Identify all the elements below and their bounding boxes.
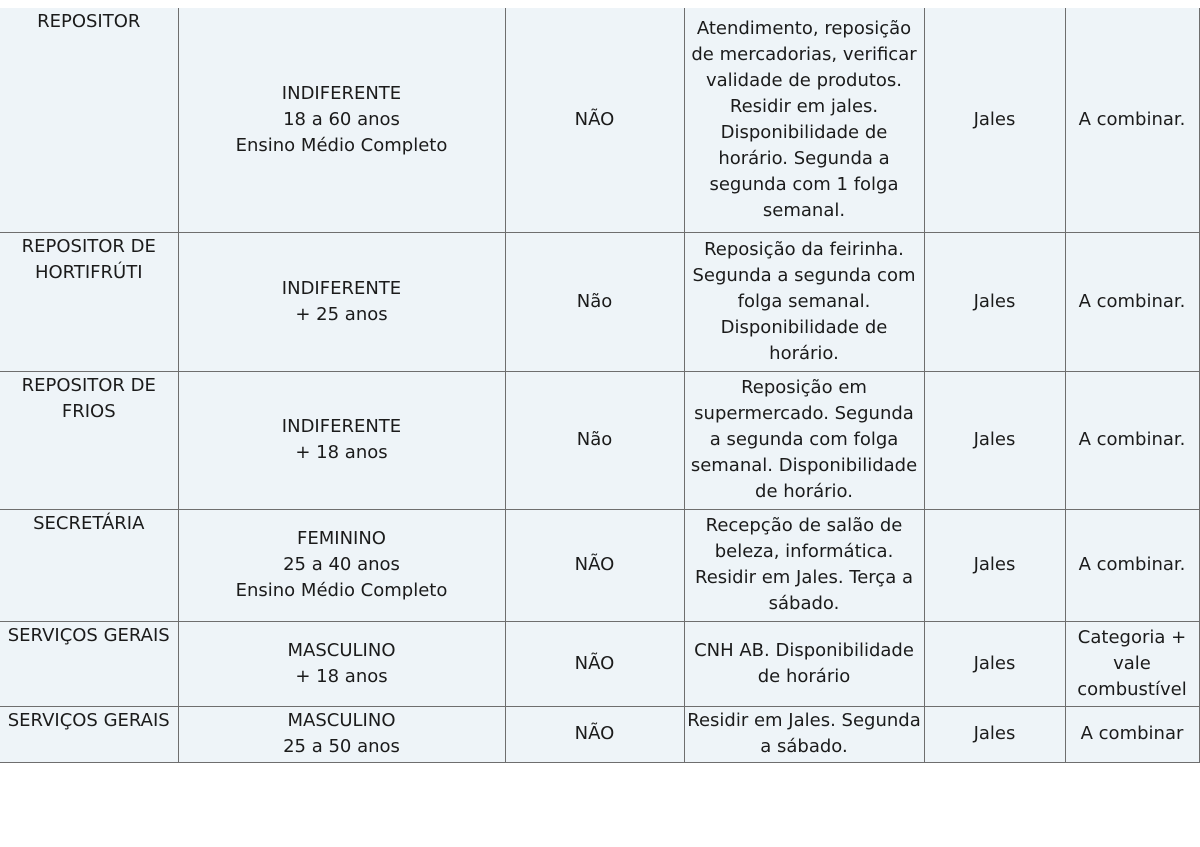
profile-cell xyxy=(178,371,505,509)
experience-text: NÃO xyxy=(574,554,615,575)
job-listings-table xyxy=(0,8,1200,763)
description-text: Recepção de salão de xyxy=(705,515,903,536)
description-text: a segunda com folga xyxy=(709,429,899,450)
profile-cell xyxy=(178,706,505,762)
role-cell xyxy=(0,371,178,509)
profile-text: MASCULINO xyxy=(287,639,396,661)
salary-cell xyxy=(1065,509,1199,621)
salary-cell xyxy=(1065,8,1199,232)
city-cell xyxy=(924,232,1065,371)
role-cell xyxy=(0,8,178,232)
description-text: de mercadorias, verificar xyxy=(691,43,917,65)
city-text: Jales xyxy=(973,652,1016,674)
description-text: semanal. xyxy=(762,199,846,221)
table-row xyxy=(0,621,1199,706)
role-cell xyxy=(0,232,178,371)
experience-text: NÃO xyxy=(574,723,615,744)
description-cell xyxy=(684,706,924,762)
city-cell xyxy=(924,371,1065,509)
description-cell xyxy=(684,509,924,621)
experience-cell xyxy=(505,621,684,706)
profile-cell xyxy=(178,509,505,621)
experience-cell xyxy=(505,371,684,509)
description-text: horário. Segunda a xyxy=(718,147,890,169)
description-text: Reposição em xyxy=(741,377,867,398)
profile-text: Ensino Médio Completo xyxy=(235,580,448,601)
profile-text: 25 a 50 anos xyxy=(283,736,400,757)
salary-text: A combinar. xyxy=(1078,554,1186,575)
city-text: Jales xyxy=(973,723,1016,744)
city-cell xyxy=(924,8,1065,232)
profile-text: Ensino Médio Completo xyxy=(235,134,448,156)
description-text: de horário. xyxy=(755,481,853,502)
description-text: horário. xyxy=(769,342,839,364)
role-text: SECRETÁRIA xyxy=(33,512,145,534)
role-text: SERVIÇOS GERAIS xyxy=(7,624,170,646)
description-text: Disponibilidade de xyxy=(720,121,888,143)
role-cell xyxy=(0,509,178,621)
salary-text: A combinar. xyxy=(1078,290,1186,312)
description-text: Reposição da feirinha. xyxy=(704,238,904,260)
salary-cell xyxy=(1065,706,1199,762)
profile-text: + 25 anos xyxy=(295,303,388,325)
salary-text: A combinar. xyxy=(1078,108,1186,130)
description-cell xyxy=(684,371,924,509)
description-cell xyxy=(684,232,924,371)
description-text: folga semanal. xyxy=(737,290,871,312)
table-row xyxy=(0,371,1199,509)
description-text: semanal. Disponibilidade xyxy=(690,455,918,476)
description-text: Residir em jales. xyxy=(729,95,879,117)
profile-text: 25 a 40 anos xyxy=(283,554,400,575)
city-cell xyxy=(924,621,1065,706)
experience-cell xyxy=(505,706,684,762)
profile-text: + 18 anos xyxy=(295,442,388,463)
description-cell xyxy=(684,8,924,232)
city-cell xyxy=(924,509,1065,621)
salary-text: Categoria + xyxy=(1077,626,1187,648)
description-text: Atendimento, reposição xyxy=(696,17,912,39)
profile-text: MASCULINO xyxy=(287,710,396,731)
salary-cell xyxy=(1065,371,1199,509)
profile-text: INDIFERENTE xyxy=(281,416,402,437)
description-text: a sábado. xyxy=(760,736,848,757)
role-text: REPOSITOR DE xyxy=(21,374,156,396)
table-row xyxy=(0,706,1199,762)
description-text: validade de produtos. xyxy=(705,69,903,91)
description-text: CNH AB. Disponibilidade xyxy=(694,639,914,661)
experience-text: NÃO xyxy=(574,652,615,674)
description-text: de horário xyxy=(757,665,851,687)
profile-text: INDIFERENTE xyxy=(281,82,402,104)
experience-text: Não xyxy=(576,429,613,450)
profile-text: INDIFERENTE xyxy=(281,277,402,299)
salary-text: vale xyxy=(1113,652,1151,674)
description-text: beleza, informática. xyxy=(714,541,894,562)
role-text: FRIOS xyxy=(61,400,116,422)
role-text: REPOSITOR DE xyxy=(21,235,156,257)
profile-cell xyxy=(178,8,505,232)
city-text: Jales xyxy=(973,554,1016,575)
salary-text: A combinar xyxy=(1080,723,1184,744)
description-text: sábado. xyxy=(768,593,840,614)
role-cell xyxy=(0,706,178,762)
table-row xyxy=(0,8,1199,232)
experience-text: NÃO xyxy=(574,108,615,130)
experience-cell xyxy=(505,232,684,371)
profile-text: FEMININO xyxy=(297,528,386,549)
description-text: Segunda a segunda com xyxy=(692,264,916,286)
profile-text: + 18 anos xyxy=(295,665,388,687)
experience-text: Não xyxy=(576,290,613,312)
salary-cell xyxy=(1065,621,1199,706)
role-text: HORTIFRÚTI xyxy=(34,261,143,283)
profile-cell xyxy=(178,232,505,371)
role-text: REPOSITOR xyxy=(37,11,141,32)
profile-text: 18 a 60 anos xyxy=(283,108,400,130)
profile-cell xyxy=(178,621,505,706)
experience-cell xyxy=(505,8,684,232)
role-text: SERVIÇOS GERAIS xyxy=(7,709,170,731)
table-row xyxy=(0,232,1199,371)
description-text: Disponibilidade de xyxy=(720,316,888,338)
salary-text: combustível xyxy=(1077,678,1187,700)
description-cell xyxy=(684,621,924,706)
city-text: Jales xyxy=(973,290,1016,312)
role-cell xyxy=(0,621,178,706)
description-text: supermercado. Segunda xyxy=(694,403,914,424)
city-text: Jales xyxy=(973,429,1016,450)
city-cell xyxy=(924,706,1065,762)
table-row xyxy=(0,509,1199,621)
description-text: segunda com 1 folga xyxy=(709,173,899,195)
salary-cell xyxy=(1065,232,1199,371)
experience-cell xyxy=(505,509,684,621)
city-text: Jales xyxy=(973,108,1016,130)
description-text: Residir em Jales. Segunda xyxy=(687,710,921,731)
salary-text: A combinar. xyxy=(1078,429,1186,450)
description-text: Residir em Jales. Terça a xyxy=(695,567,913,588)
